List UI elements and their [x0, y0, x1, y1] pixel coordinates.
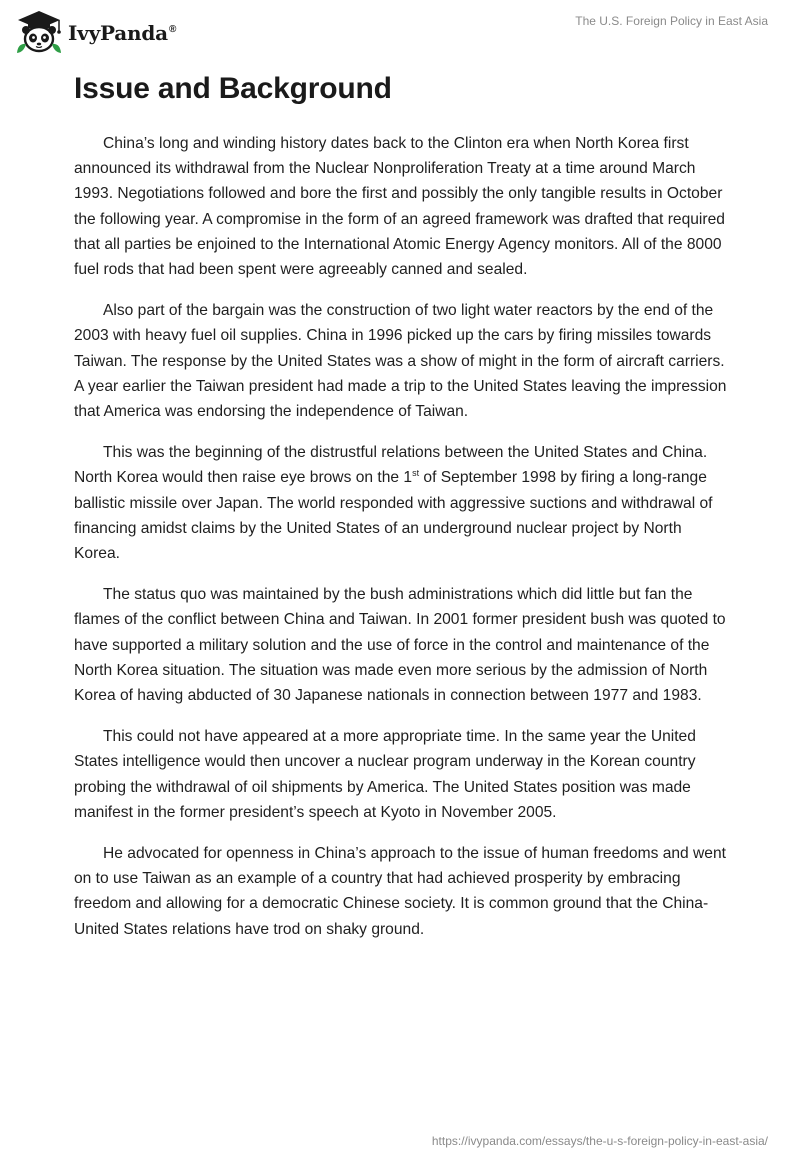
ordinal-suffix: st: [412, 468, 420, 479]
section-heading: Issue and Background: [74, 72, 392, 105]
ivypanda-logo[interactable]: [14, 9, 176, 55]
paragraph-5: This could not have appeared at a more appropriate time. In the same year the United States intelligence would then uncover a nuclear program underway in the Korean country probing the withdrawal of oil shipments by America. The United States position was made manifest in the former president’s speech at Kyoto in November 2005.: [74, 728, 696, 821]
document-title: The U.S. Foreign Policy in East Asia: [575, 14, 768, 28]
paragraph-3: [74, 440, 728, 566]
paragraph-1: China’s long and winding history dates back to the Clinton era when North Korea first announced its withdrawal from the Nuclear Nonproliferation Treaty at a time around March 1993. Negotiations followed and bore the first and possibly the only tangible results in October the following year. A compromise in the form of an agreed framework was drafted that required that all parties be enjoined to the International Atomic Energy Agency monitors. All of the 8000 fuel rods that had been spent were agreeably canned and sealed.: [74, 135, 725, 279]
paragraph-3-start: This was the beginning of the distrustful relations between the United States and China. North Korea would then raise eye brows on the 1: [74, 444, 708, 487]
paragraph-6: He advocated for openness in China’s approach to the issue of human freedoms and went on to use Taiwan as an example of a country that had achieved prosperity by embracing freedom and allowing for a democratic Chinese society. It is common ground that the China- United States relations have trod on shaky ground.: [74, 845, 726, 938]
article-body: [74, 131, 728, 958]
source-url-link[interactable]: https://ivypanda.com/essays/the-u-s-foreign-policy-in-east-asia/: [431, 1134, 768, 1148]
panda-graduate-icon: [14, 9, 64, 55]
registered-mark: ®: [168, 24, 177, 36]
paragraph-2: Also part of the bargain was the construction of two light water reactors by the end of the 2003 with heavy fuel oil supplies. China in 1996 picked up the cars by firing missiles towards Taiwan. The response by the United States was a show of might in the form of aircraft carriers. A year earlier the Taiwan president had made a trip to the United States leaving the impression that America was endorsing the independence of Taiwan.: [74, 302, 727, 421]
paragraph-4: The status quo was maintained by the bush administrations which did little but fan the flames of the conflict between China and Taiwan. In 2001 former president bush was quoted to have supported a military solution and the use of force in the control and maintenance of the North Korea situation. The situation was made even more serious by the admission of North Korea of having abducted of 30 Japanese nationals in connection between 1977 and 1983.: [74, 586, 726, 705]
paragraph-3-end: of September 1998 by firing a long-range ballistic missile over Japan. The world responded with aggressive suctions and withdrawal of financing amidst claims by the United States of an underground nuclear project by North Korea.: [74, 469, 713, 563]
page-header: [0, 0, 800, 60]
logo-wordmark: IvyPanda®: [68, 21, 177, 45]
